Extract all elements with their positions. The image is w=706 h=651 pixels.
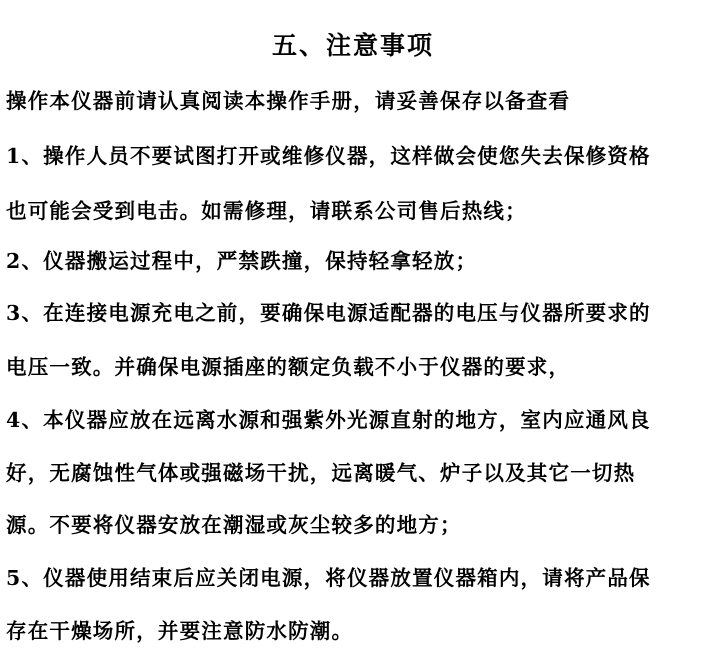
note-1-line-2: 也可能会受到电击。如需修理，请联系公司售后热线；	[6, 199, 527, 223]
note-4-line-3: 源。不要将仪器安放在潮湿或灰尘较多的地方；	[6, 513, 462, 537]
note-5-line-1: 5、仪器使用结束后应关闭电源，将仪器放置仪器箱内，请将产品保	[6, 566, 651, 590]
note-3-line-1: 3、在连接电源充电之前，要确保电源适配器的电压与仪器所要求的	[6, 301, 651, 325]
intro-line: 操作本仪器前请认真阅读本操作手册，请妥善保存以备查看	[6, 89, 571, 113]
note-4-line-1: 4、本仪器应放在远离水源和强紫外光源直射的地方，室内应通风良	[6, 408, 651, 432]
section-title: 五、注意事项	[271, 31, 434, 60]
note-5-line-2: 存在干燥场所，并要注意防水防潮。	[6, 619, 354, 643]
note-1-line-1: 1、操作人员不要试图打开或维修仪器，这样做会使您失去保修资格	[6, 144, 651, 168]
note-2-line-1: 2、仪器搬运过程中，严禁跌撞，保持轻拿轻放；	[6, 249, 478, 273]
note-4-line-2: 好，无腐蚀性气体或强磁场干扰，远离暖气、炉子以及其它一切热	[6, 461, 636, 485]
note-3-line-2: 电压一致。并确保电源插座的额定负载不小于仪器的要求，	[6, 355, 571, 379]
